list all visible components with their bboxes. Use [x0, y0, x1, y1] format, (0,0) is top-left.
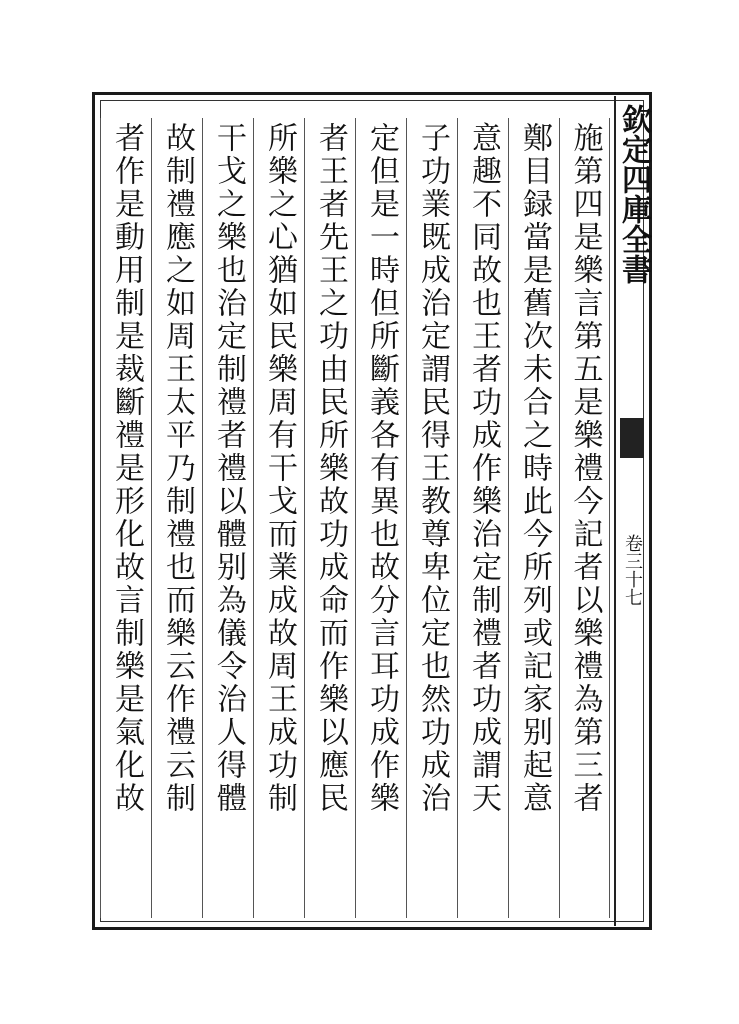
column-text: 所樂之心猶如民樂周有干戈而業成故周王成功制	[262, 122, 297, 815]
text-column	[355, 118, 406, 918]
text-column	[100, 118, 151, 918]
text-column	[406, 118, 457, 918]
text-column	[304, 118, 355, 918]
book-title: 欽定四庫全書	[616, 104, 651, 284]
column-text: 子功業既成治定謂民得王教尊卑位定也然功成治	[415, 122, 450, 815]
text-column	[151, 118, 202, 918]
text-columns	[100, 118, 610, 918]
column-text: 意趣不同故也王者功成作樂治定制禮者功成謂天	[466, 122, 501, 815]
text-column	[202, 118, 253, 918]
column-text: 者作是動用制是裁斷禮是形化故言制樂是氣化故	[109, 122, 144, 815]
fishtail-marker	[620, 418, 644, 458]
volume-label: 卷三十七	[622, 534, 643, 606]
column-text: 鄭目録當是舊次未合之時此今所列或記家别起意	[517, 122, 552, 815]
column-text: 者王者先王之功由民所樂故功成命而作樂以應民	[313, 122, 348, 815]
column-text: 施第四是樂言第五是樂禮今記者以樂禮為第三者	[567, 122, 603, 815]
text-column	[457, 118, 508, 918]
column-text: 定但是一時但所斷義各有異也故分言耳功成作樂	[364, 122, 399, 815]
text-column	[253, 118, 304, 918]
column-text: 故制禮應之如周王太平乃制禮也而樂云作禮云制	[160, 122, 195, 815]
page-margin	[614, 96, 651, 926]
text-column	[559, 118, 610, 918]
column-text: 干戈之樂也治定制禮者禮以體别為儀令治人得體	[211, 122, 246, 815]
text-column	[508, 118, 559, 918]
